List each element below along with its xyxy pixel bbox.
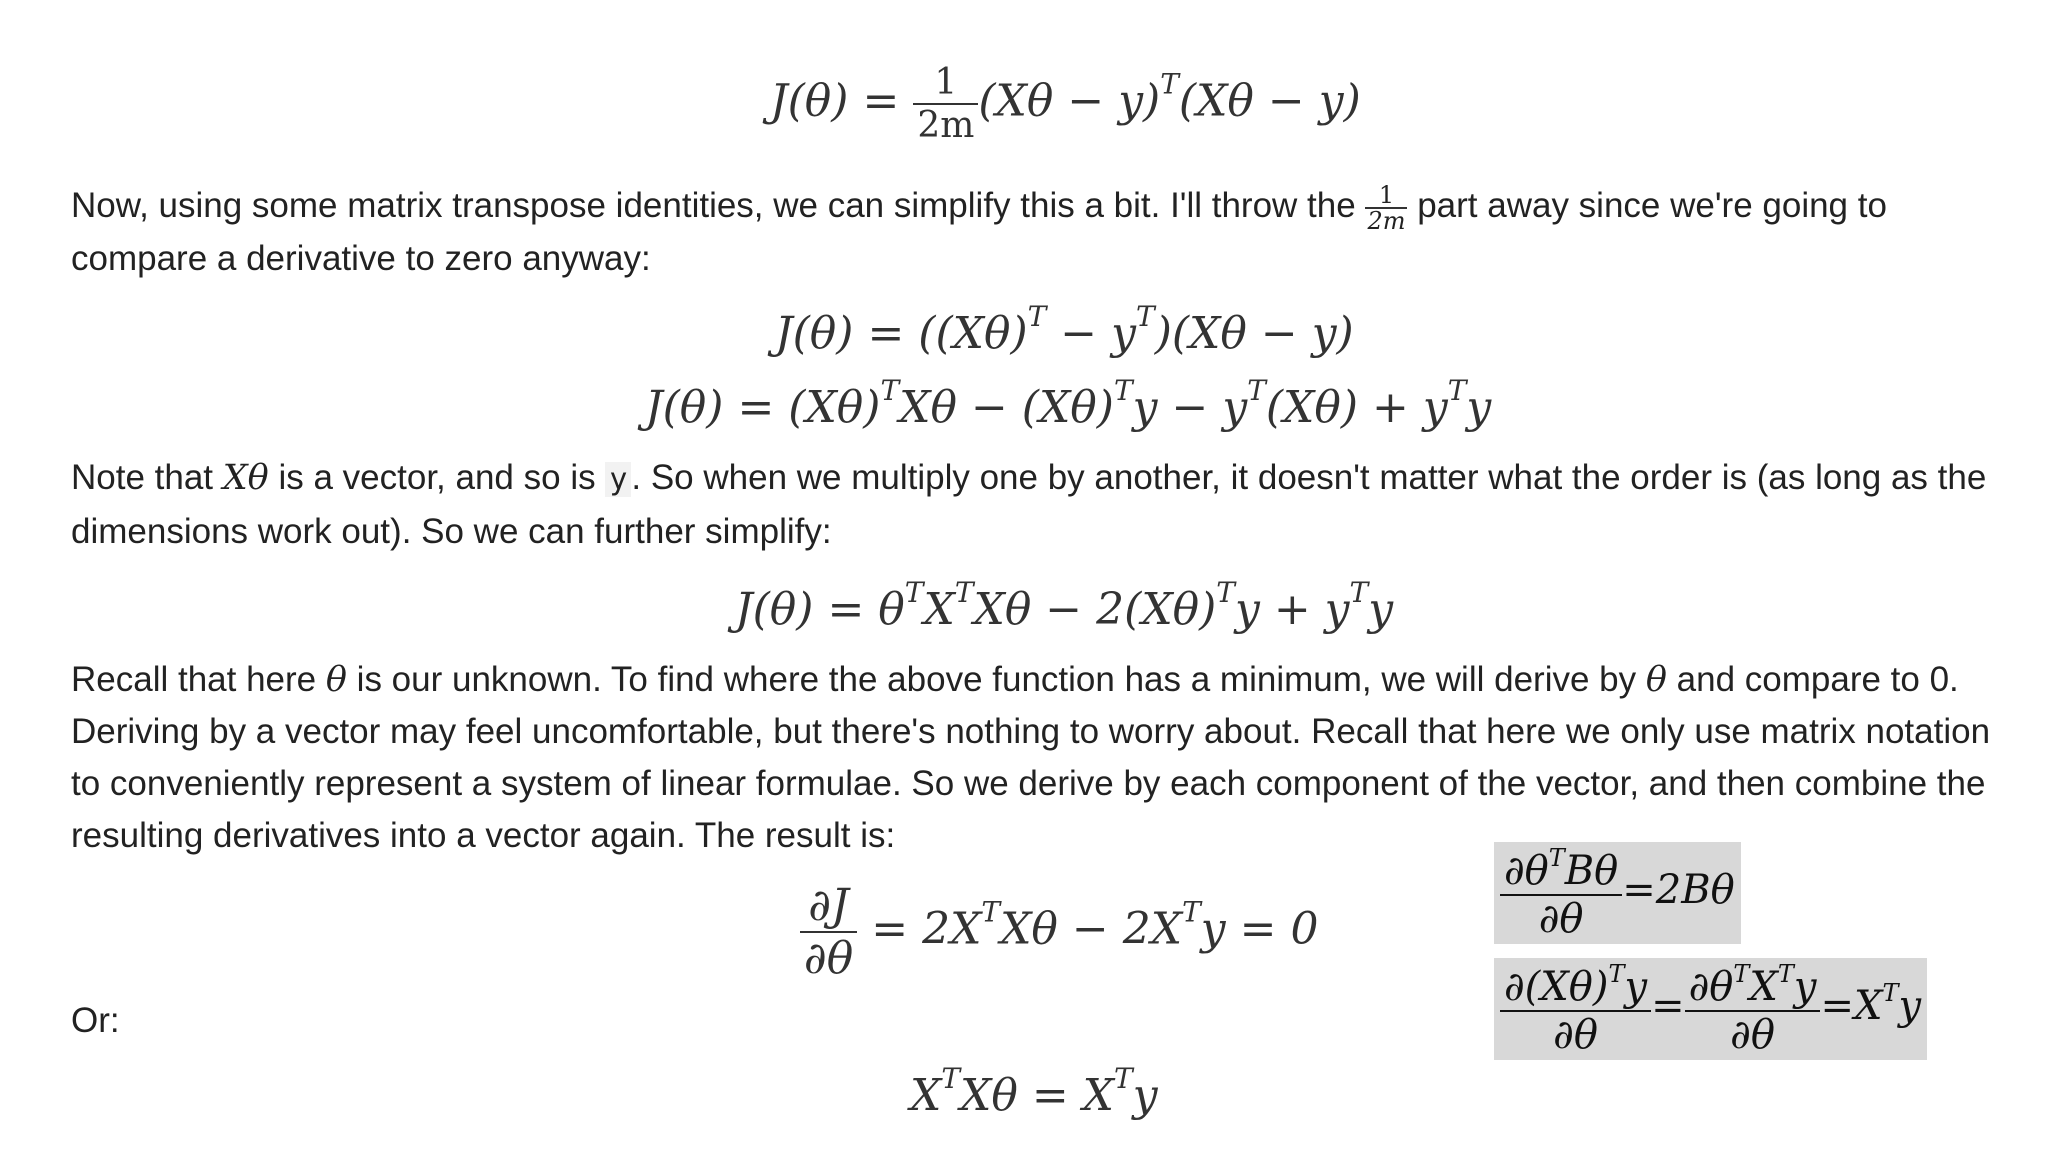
eq4-part-a: J(θ) = θ <box>735 584 905 635</box>
eq4-part-c: Xθ − 2(Xθ) <box>973 584 1217 635</box>
eq3-part-e: y <box>1466 382 1492 433</box>
para3-text-b: is our unknown. To find where the above function has a minimum, we will derive by <box>346 660 1646 699</box>
eq1-rhs: (Xθ − y) <box>978 75 1161 127</box>
gradient-frac-den: ∂θ <box>804 933 854 984</box>
eq4-part-d: y + y <box>1234 584 1350 635</box>
identity2-f2-num-sup-1: T <box>1733 960 1750 988</box>
eq5-part-c: y = 0 <box>1200 903 1319 955</box>
identity2-rhs-b: y <box>1898 983 1922 1029</box>
normal-equation <box>910 1062 1158 1121</box>
para1-inline-fraction <box>1365 180 1407 235</box>
gradient-fraction <box>800 880 857 984</box>
eq2-part-a: J(θ) = ((Xθ) <box>775 308 1028 359</box>
eq1-frac-num: 1 <box>913 62 978 105</box>
identity2-rhs-sup: T <box>1882 979 1899 1007</box>
eq1-lhs: J(θ) = <box>770 75 900 127</box>
identity2-fraction-2 <box>1685 960 1821 1058</box>
identity2-frac2-num <box>1685 960 1821 1012</box>
para1-text-a: Now, using some matrix transpose identities, we can simplify this a bit. I'll throw the <box>71 186 1356 225</box>
eq1-rhs2: (Xθ − y) <box>1178 75 1361 127</box>
simplified-cost-equation <box>735 576 1393 635</box>
eq6-sup-2: T <box>1114 1062 1133 1095</box>
para3-text-a: Recall that here <box>71 660 326 699</box>
eq5-part-b: Xθ − 2X <box>1000 903 1183 955</box>
para3-math-theta-1: θ <box>325 660 347 700</box>
para2-text-b: is a vector, and so is <box>268 458 606 497</box>
eq1-sup: T <box>1160 67 1179 101</box>
or-label: Or: <box>71 1001 120 1040</box>
identity1-num-sup: T <box>1548 844 1565 872</box>
identity2-f1-num-b: y <box>1624 964 1648 1010</box>
identity2-equals: = <box>1651 983 1685 1029</box>
eq1-fraction <box>913 62 978 146</box>
identity1-frac-den: ∂θ <box>1538 896 1584 942</box>
eq5-part-a: = 2X <box>857 903 982 955</box>
eq2-part-c: )(Xθ − y) <box>1154 308 1354 359</box>
eq3-part-a: J(θ) = (Xθ) <box>645 382 881 433</box>
cost-function-equation <box>770 62 1361 146</box>
identity2-f1-num-sup: T <box>1608 960 1625 988</box>
gradient-equation <box>800 880 1318 984</box>
identity2-frac2-den: ∂θ <box>1730 1012 1775 1058</box>
eq4-sup-2: T <box>954 576 974 609</box>
para1-frac-den: 2m <box>1367 206 1406 235</box>
identity2-frac1-den: ∂θ <box>1553 1012 1598 1058</box>
identity-box-transpose <box>1494 958 1927 1060</box>
eq4-sup-1: T <box>904 576 924 609</box>
para2-text-c: . So when we multiply one by another, it doesn't matter what the order is (as long as the dimensions work out). So we can further simplify: <box>71 458 1987 551</box>
eq2-sup-1: T <box>1027 300 1047 333</box>
identity1-rhs: =2Bθ <box>1622 867 1735 913</box>
eq3-sup-3: T <box>1247 374 1266 407</box>
eq3-sup-4: T <box>1447 374 1467 407</box>
eq3-part-b: Xθ − (Xθ) <box>899 382 1114 433</box>
identity2-f2-num-a: ∂θ <box>1688 964 1734 1010</box>
eq4-sup-3: T <box>1216 576 1235 609</box>
gradient-frac-num: ∂J <box>800 880 857 933</box>
identity2-frac1-num <box>1500 960 1651 1012</box>
identity1-num-a: ∂θ <box>1504 848 1549 894</box>
identity2-f2-num-b: X <box>1749 964 1778 1010</box>
para1-frac-num: 1 <box>1365 183 1407 209</box>
eq3-part-c: y − y <box>1132 382 1248 433</box>
eq5-sup-1: T <box>981 895 1001 929</box>
identity2-f1-num-a: ∂(Xθ) <box>1504 964 1609 1010</box>
paragraph-simplify <box>71 180 2011 285</box>
para3-math-theta-2: θ <box>1645 660 1667 700</box>
eq6-sup-1: T <box>941 1062 961 1095</box>
distributed-cost-equation <box>645 374 1491 433</box>
eq4-part-b: X <box>923 584 955 635</box>
eq2-sup-2: T <box>1136 300 1155 333</box>
eq2-part-b: − y <box>1046 308 1137 359</box>
eq1-frac-den: 2m <box>917 105 975 146</box>
eq3-sup-2: T <box>1113 374 1133 407</box>
eq4-part-e: y <box>1368 584 1394 635</box>
identity-box-quadratic <box>1494 842 1741 944</box>
eq3-part-d: (Xθ) + y <box>1265 382 1448 433</box>
identity1-fraction <box>1500 844 1622 942</box>
eq5-sup-2: T <box>1182 895 1201 929</box>
identity1-frac-num <box>1500 844 1622 896</box>
para3-text-c: and compare to 0. Deriving by a vector may feel uncomfortable, but there's nothing to worry about. Recall that here we only use matrix notation to conveniently represent a system of linear formulae. So we derive by each component of the vector, and then combine the resulting derivatives into a vector again. The result is: <box>71 660 1991 855</box>
eq6-part-c: y <box>1132 1070 1158 1121</box>
identity1-num-b: Bθ <box>1564 848 1619 894</box>
eq6-part-a: X <box>910 1070 942 1121</box>
para2-code-y: y <box>605 462 631 497</box>
para2-text-a: Note that <box>71 458 223 497</box>
identity2-fraction-1 <box>1500 960 1651 1058</box>
para2-math-xtheta: Xθ <box>222 458 269 498</box>
identity2-f2-num-sup-2: T <box>1777 960 1794 988</box>
expanded-cost-equation <box>775 300 1354 359</box>
eq6-part-b: Xθ = X <box>960 1070 1114 1121</box>
identity2-rhs-a: =X <box>1820 983 1883 1029</box>
eq3-sup-1: T <box>880 374 900 407</box>
para1-text-b: part away since we're going to compare a derivative to zero anyway: <box>71 186 1887 278</box>
paragraph-vector-note <box>71 452 2011 558</box>
identity2-f2-num-c: y <box>1793 964 1817 1010</box>
paragraph-derivation <box>71 654 2011 862</box>
eq4-sup-4: T <box>1349 576 1369 609</box>
